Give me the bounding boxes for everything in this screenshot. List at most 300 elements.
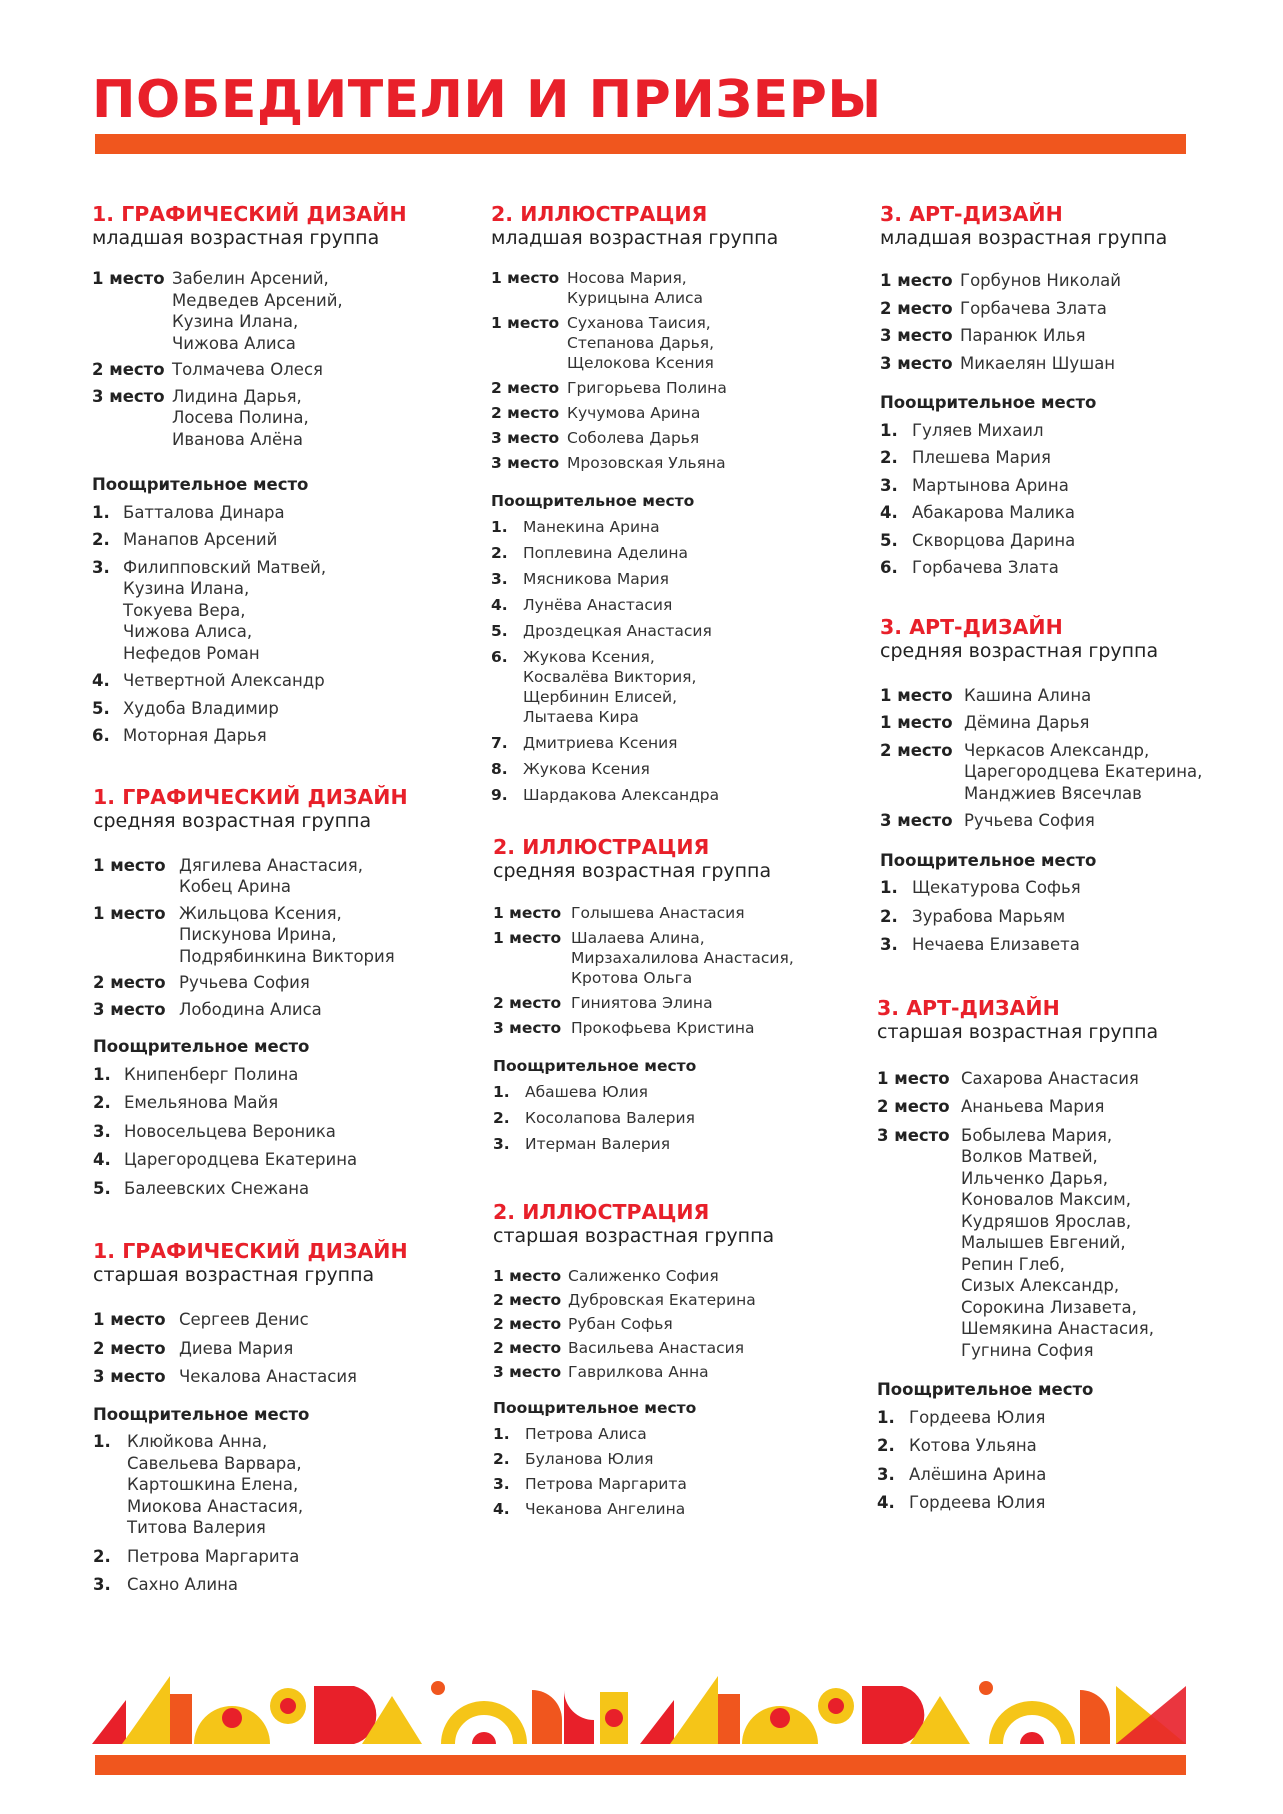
- encouragement-number: 9.: [491, 786, 508, 804]
- encouragement-names: [909, 1407, 1045, 1429]
- encouragement-number: 3.: [877, 1464, 895, 1484]
- winner-names: [960, 325, 1086, 347]
- encouragement-name: Худоба Владимир: [123, 698, 279, 718]
- winner-names: [567, 403, 700, 423]
- place-label: 2 место: [880, 740, 953, 760]
- encouragement-name: Лунёва Анастасия: [523, 596, 673, 614]
- winner-name: Мрозовская Ульяна: [567, 454, 726, 472]
- winner-names: [568, 1290, 756, 1310]
- place-label: 3 место: [877, 1125, 950, 1145]
- winner-name: Кашина Алина: [964, 685, 1092, 705]
- place-row: [491, 428, 861, 448]
- winner-name: Степанова Дарья,: [567, 334, 715, 352]
- encouragement-name: Моторная Дарья: [123, 726, 267, 745]
- place-label: 2 место: [493, 1291, 562, 1309]
- section-title: 1. ГРАФИЧЕСКИЙ ДИЗАЙН: [93, 1239, 408, 1263]
- place-label: 3 место: [93, 999, 166, 1019]
- winner-name: Царегородцева Екатерина,: [964, 762, 1203, 781]
- winner-names: [964, 685, 1091, 707]
- winner-names: [568, 1362, 709, 1382]
- encouragement-row: [491, 733, 861, 753]
- encouragement-names: [912, 906, 1065, 928]
- encouragement-names: [525, 1134, 670, 1154]
- decorative-ornament-band: [92, 1666, 1186, 1744]
- winner-names: [179, 1309, 309, 1331]
- encouragement-name: Емельянова Майя: [124, 1093, 279, 1112]
- place-row: [92, 268, 482, 354]
- place-row: [877, 1068, 1210, 1090]
- winner-name: Григорьева Полина: [567, 379, 727, 397]
- section-subtitle: средняя возрастная группа: [93, 809, 372, 832]
- column-graphic-design: [92, 202, 482, 1596]
- place-row: [491, 313, 861, 373]
- winner-name: Ручьева София: [179, 973, 310, 992]
- encouragement-name: Петрова Маргарита: [525, 1475, 687, 1493]
- winner-name: Гиниятова Элина: [571, 994, 713, 1012]
- winner-names: [567, 313, 714, 373]
- encouragement-number: 3.: [880, 475, 898, 495]
- section-subtitle: средняя возрастная группа: [880, 639, 1159, 662]
- winner-name: Чижова Алиса: [172, 333, 296, 353]
- encouragement-row: [493, 1424, 861, 1444]
- place-label: 3 место: [92, 386, 165, 406]
- encouragement-name: Гордеева Юлия: [909, 1493, 1046, 1512]
- winner-name: Манджиев Вясечлав: [964, 783, 1142, 803]
- encouragement-names: [124, 1064, 298, 1086]
- winner-name: Курицына Алиса: [567, 289, 704, 307]
- encouragement-names: [525, 1424, 647, 1444]
- winner-name: Ильченко Дарья,: [961, 1168, 1108, 1188]
- encouragement-names: [525, 1108, 695, 1128]
- encouragement-row: [880, 906, 1210, 928]
- winner-name: Диева Мария: [179, 1338, 294, 1358]
- encouragement-name: Поплевина Аделина: [523, 544, 688, 562]
- place-label: 3 место: [491, 454, 560, 472]
- ornament-pattern: [92, 1676, 1186, 1744]
- encouragement-names: [123, 502, 285, 524]
- encouragement-name: Жукова Ксения: [523, 760, 650, 778]
- winner-name: Щелокова Ксения: [567, 354, 714, 372]
- encouragement-name: Манапов Арсений: [123, 530, 278, 549]
- encouragement-name: Абакарова Малика: [912, 503, 1075, 522]
- top-divider-bar: [95, 134, 1186, 154]
- encouragement-number: 4.: [491, 596, 508, 614]
- place-label: 3 место: [491, 429, 560, 447]
- place-row: [880, 353, 1210, 375]
- encouragement-name: Алёшина Арина: [909, 1464, 1047, 1484]
- encouragement-names: [523, 517, 660, 537]
- winner-names: [179, 1338, 293, 1360]
- encouragement-names: [123, 670, 325, 692]
- encouragement-name: Жукова Ксения,: [523, 648, 655, 666]
- encouragement-number: 6.: [880, 558, 898, 577]
- encouragement-names: [124, 1149, 357, 1171]
- winner-names: [961, 1096, 1104, 1118]
- winner-name: Сергеев Денис: [179, 1310, 309, 1329]
- encouragement-heading: Поощрительное место: [877, 1380, 1094, 1399]
- encouragement-row: [877, 1492, 1210, 1514]
- encouragement-row: [92, 698, 482, 720]
- encouragement-row: [491, 785, 861, 805]
- place-label: 2 место: [880, 298, 953, 318]
- winner-name: Васильева Анастасия: [568, 1339, 745, 1357]
- place-label: 2 место: [491, 404, 560, 422]
- section: [92, 202, 482, 747]
- place-row: [93, 1338, 482, 1360]
- encouragement-row: [93, 1574, 482, 1596]
- winner-names: [961, 1125, 1154, 1362]
- encouragement-names: [523, 759, 650, 779]
- encouragement-name: Лытаева Кира: [523, 708, 639, 726]
- encouragement-row: [493, 1082, 861, 1102]
- encouragement-row: [880, 877, 1210, 899]
- place-row: [493, 903, 861, 923]
- place-label: 1 место: [493, 904, 562, 922]
- winner-names: [964, 712, 1089, 734]
- encouragement-number: 4.: [493, 1500, 510, 1518]
- winner-name: Суханова Таисия,: [567, 314, 711, 332]
- winner-name: Шалаева Алина,: [571, 929, 705, 947]
- encouragement-names: [909, 1464, 1046, 1486]
- encouragement-number: 8.: [491, 760, 508, 778]
- encouragement-number: 1.: [877, 1407, 895, 1427]
- place-label: 2 место: [493, 1315, 562, 1333]
- encouragement-row: [493, 1449, 861, 1469]
- encouragement-names: [912, 475, 1069, 497]
- section-title: 2. ИЛЛЮСТРАЦИЯ: [493, 835, 710, 859]
- encouragement-number: 2.: [880, 448, 898, 467]
- winner-names: [179, 903, 395, 968]
- winner-names: [179, 972, 310, 994]
- place-label: 1 место: [491, 314, 560, 332]
- encouragement-name: Щекатурова Софья: [912, 878, 1081, 897]
- place-row: [880, 325, 1210, 347]
- encouragement-row: [491, 595, 861, 615]
- encouragement-number: 1.: [493, 1083, 510, 1101]
- section-subtitle: старшая возрастная группа: [493, 1225, 775, 1247]
- section-title: 3. АРТ-ДИЗАЙН: [877, 995, 1060, 1020]
- winner-name: Иванова Алёна: [172, 429, 304, 449]
- winner-names: [179, 999, 322, 1021]
- winner-names: [567, 268, 703, 308]
- encouragement-heading: Поощрительное место: [880, 393, 1097, 412]
- encouragement-row: [491, 759, 861, 779]
- encouragement-number: 2.: [92, 530, 110, 549]
- section: [880, 615, 1210, 956]
- encouragement-row: [880, 934, 1210, 956]
- column-art-design: [877, 202, 1210, 1514]
- encouragement-number: 5.: [491, 622, 508, 640]
- winner-name: Жильцова Ксения,: [179, 903, 342, 923]
- encouragement-number: 6.: [491, 648, 508, 666]
- winner-names: [172, 359, 323, 381]
- winner-names: [571, 993, 713, 1013]
- place-label: 2 место: [493, 1339, 562, 1357]
- encouragement-number: 2.: [880, 906, 898, 926]
- place-label: 1 место: [493, 1267, 562, 1285]
- place-label: 1 место: [880, 713, 953, 732]
- encouragement-number: 5.: [92, 698, 110, 718]
- encouragement-name: Нефедов Роман: [123, 643, 260, 663]
- encouragement-names: [127, 1431, 303, 1539]
- winner-names: [179, 1366, 357, 1388]
- encouragement-names: [123, 698, 279, 720]
- encouragement-name: Кузина Илана,: [123, 579, 250, 598]
- encouragement-names: [912, 557, 1059, 579]
- place-row: [493, 1338, 861, 1358]
- winner-name: Дёмина Дарья: [964, 713, 1090, 732]
- encouragement-number: 2.: [93, 1546, 111, 1566]
- encouragement-number: 5.: [880, 530, 898, 550]
- section: [93, 785, 482, 1200]
- winner-name: Забелин Арсений,: [172, 269, 329, 288]
- encouragement-number: 4.: [877, 1493, 895, 1512]
- winner-name: Шемякина Анастасия,: [961, 1319, 1154, 1338]
- encouragement-number: 2.: [877, 1436, 895, 1455]
- encouragement-name: Абашева Юлия: [525, 1083, 648, 1101]
- section-subtitle: младшая возрастная группа: [92, 227, 380, 249]
- encouragement-name: Гордеева Юлия: [909, 1407, 1046, 1427]
- encouragement-row: [880, 447, 1210, 469]
- encouragement-name: Миокова Анастасия,: [127, 1496, 304, 1516]
- encouragement-row: [491, 621, 861, 641]
- section-subtitle: младшая возрастная группа: [491, 227, 779, 249]
- place-row: [93, 999, 482, 1021]
- place-row: [92, 386, 482, 451]
- place-row: [493, 1314, 861, 1334]
- winner-name: Соболева Дарья: [567, 429, 700, 447]
- encouragement-heading: Поощрительное место: [493, 1057, 697, 1075]
- encouragement-row: [877, 1407, 1210, 1429]
- encouragement-names: [909, 1492, 1045, 1514]
- winner-name: Бобылева Мария,: [961, 1125, 1113, 1145]
- winner-name: Горбачева Злата: [960, 298, 1107, 318]
- section-title: 1. ГРАФИЧЕСКИЙ ДИЗАЙН: [93, 784, 408, 809]
- place-label: 3 место: [493, 1019, 562, 1037]
- encouragement-names: [525, 1474, 687, 1494]
- encouragement-heading: Поощрительное место: [491, 492, 695, 510]
- encouragement-names: [123, 529, 277, 551]
- section-subtitle: младшая возрастная группа: [880, 227, 1168, 249]
- encouragement-name: Манекина Арина: [523, 518, 660, 536]
- encouragement-number: 1.: [493, 1425, 510, 1443]
- encouragement-name: Батталова Динара: [123, 502, 285, 522]
- encouragement-row: [880, 530, 1210, 552]
- encouragement-row: [493, 1474, 861, 1494]
- encouragement-row: [93, 1064, 482, 1086]
- encouragement-row: [93, 1121, 482, 1143]
- encouragement-row: [93, 1178, 482, 1200]
- encouragement-names: [912, 530, 1075, 552]
- encouragement-name: Плешева Мария: [912, 448, 1051, 467]
- winner-names: [571, 903, 745, 923]
- encouragement-number: 1.: [93, 1064, 111, 1084]
- encouragement-names: [127, 1546, 299, 1568]
- encouragement-row: [880, 502, 1210, 524]
- winner-name: Волков Матвей,: [961, 1147, 1098, 1166]
- winner-name: Коновалов Максим,: [961, 1190, 1131, 1209]
- place-row: [493, 1018, 861, 1038]
- encouragement-name: Горбачева Злата: [912, 558, 1059, 577]
- encouragement-row: [92, 670, 482, 692]
- place-row: [93, 1309, 482, 1331]
- encouragement-names: [523, 621, 712, 641]
- encouragement-number: 2.: [93, 1093, 111, 1112]
- column-illustration: [491, 202, 861, 1519]
- winner-name: Дубровская Екатерина: [568, 1291, 756, 1309]
- winner-name: Кобец Арина: [179, 877, 291, 896]
- encouragement-names: [124, 1178, 309, 1200]
- section: [880, 202, 1210, 579]
- section-title: 2. ИЛЛЮСТРАЦИЯ: [491, 202, 708, 226]
- encouragement-number: 6.: [92, 726, 110, 745]
- winner-name: Прокофьева Кристина: [571, 1019, 755, 1037]
- winner-name: Толмачева Олеся: [172, 360, 323, 379]
- section-subtitle: средняя возрастная группа: [493, 860, 772, 882]
- place-label: 1 место: [880, 271, 953, 290]
- encouragement-row: [880, 557, 1210, 579]
- encouragement-name: Итерман Валерия: [525, 1135, 671, 1153]
- place-label: 2 место: [877, 1097, 950, 1116]
- encouragement-name: Книпенберг Полина: [124, 1064, 299, 1084]
- winner-name: Лободина Алиса: [179, 999, 322, 1019]
- place-row: [93, 1366, 482, 1388]
- winner-name: Сизых Александр,: [961, 1276, 1120, 1295]
- encouragement-number: 7.: [491, 734, 508, 752]
- place-label: 2 место: [93, 973, 166, 992]
- bottom-divider-bar: [95, 1755, 1186, 1775]
- winner-name: Сахарова Анастасия: [961, 1068, 1139, 1088]
- encouragement-heading: Поощрительное место: [93, 1404, 310, 1424]
- winner-name: Малышев Евгений,: [961, 1233, 1126, 1252]
- winner-name: Пискунова Ирина,: [179, 925, 337, 944]
- place-row: [880, 685, 1210, 707]
- place-row: [491, 268, 861, 308]
- place-label: 3 место: [880, 811, 953, 830]
- encouragement-names: [124, 1121, 336, 1143]
- winner-name: Чекалова Анастасия: [179, 1367, 357, 1386]
- place-row: [877, 1096, 1210, 1118]
- encouragement-number: 3.: [880, 935, 898, 954]
- encouragement-number: 2.: [491, 544, 508, 562]
- place-label: 1 место: [93, 1310, 166, 1329]
- place-row: [880, 810, 1210, 832]
- section-title: 3. АРТ-ДИЗАЙН: [880, 202, 1063, 226]
- winner-name: Черкасов Александр,: [964, 740, 1150, 760]
- encouragement-name: Скворцова Дарина: [912, 530, 1076, 550]
- encouragement-name: Шардакова Александра: [523, 786, 720, 804]
- encouragement-number: 1.: [491, 518, 508, 536]
- winner-names: [567, 453, 726, 473]
- winner-names: [571, 928, 794, 988]
- encouragement-name: Гуляев Михаил: [912, 420, 1044, 440]
- encouragement-row: [93, 1149, 482, 1171]
- encouragement-row: [880, 475, 1210, 497]
- encouragement-name: Мясникова Мария: [523, 570, 669, 588]
- encouragement-names: [523, 595, 672, 615]
- winner-name: Кучумова Арина: [567, 404, 701, 422]
- section: [877, 996, 1210, 1514]
- place-row: [493, 993, 861, 1013]
- winner-names: [964, 740, 1202, 805]
- section: [493, 835, 861, 1154]
- encouragement-name: Косолапова Валерия: [525, 1109, 695, 1127]
- place-row: [493, 1362, 861, 1382]
- encouragement-number: 5.: [93, 1178, 111, 1198]
- place-row: [92, 359, 482, 381]
- encouragement-number: 4.: [92, 671, 110, 690]
- place-label: 1 место: [491, 269, 560, 287]
- encouragement-names: [909, 1435, 1037, 1457]
- winner-name: Гаврилкова Анна: [568, 1363, 709, 1381]
- winner-name: Голышева Анастасия: [571, 904, 745, 922]
- encouragement-names: [127, 1574, 238, 1596]
- place-label: 3 место: [880, 326, 953, 345]
- section-subtitle: старшая возрастная группа: [93, 1264, 375, 1286]
- encouragement-names: [525, 1082, 648, 1102]
- winner-names: [960, 353, 1115, 375]
- encouragement-names: [912, 877, 1081, 899]
- place-label: 1 место: [880, 685, 953, 705]
- encouragement-row: [93, 1546, 482, 1568]
- encouragement-row: [92, 725, 482, 747]
- place-row: [880, 298, 1210, 320]
- encouragement-names: [912, 420, 1044, 442]
- encouragement-names: [523, 543, 688, 563]
- encouragement-name: Балеевских Снежана: [124, 1178, 310, 1198]
- encouragement-heading: Поощрительное место: [92, 475, 309, 494]
- encouragement-name: Чеканова Ангелина: [525, 1500, 686, 1518]
- section: [493, 1200, 861, 1519]
- winner-names: [172, 268, 343, 354]
- place-label: 2 место: [491, 379, 560, 397]
- encouragement-row: [877, 1435, 1210, 1457]
- encouragement-name: Косвалёва Виктория,: [523, 668, 697, 686]
- encouragement-number: 2.: [493, 1109, 510, 1127]
- encouragement-names: [124, 1092, 278, 1114]
- winner-names: [960, 298, 1107, 320]
- place-label: 1 место: [493, 929, 562, 947]
- encouragement-name: Новосельцева Вероника: [124, 1121, 336, 1141]
- encouragement-number: 3.: [493, 1135, 510, 1153]
- encouragement-names: [525, 1449, 653, 1469]
- winner-name: Микаелян Шушан: [960, 353, 1116, 373]
- place-label: 3 место: [880, 353, 953, 373]
- section-title: 2. ИЛЛЮСТРАЦИЯ: [493, 1200, 710, 1224]
- winner-names: [568, 1266, 719, 1286]
- winner-name: Салиженко София: [568, 1267, 719, 1285]
- encouragement-name: Котова Ульяна: [909, 1436, 1037, 1455]
- place-row: [493, 1290, 861, 1310]
- encouragement-name: Петрова Маргарита: [127, 1546, 300, 1566]
- winner-names: [568, 1338, 744, 1358]
- place-label: 3 место: [493, 1363, 562, 1381]
- place-row: [880, 270, 1210, 292]
- place-label: 3 место: [93, 1367, 166, 1386]
- encouragement-name: Клюйкова Анна,: [127, 1432, 268, 1451]
- section: [491, 202, 861, 805]
- place-label: 2 место: [92, 360, 165, 379]
- encouragement-name: Титова Валерия: [127, 1518, 266, 1537]
- encouragement-names: [912, 934, 1080, 956]
- encouragement-names: [523, 569, 669, 589]
- encouragement-name: Филипповский Матвей,: [123, 557, 327, 577]
- place-label: 1 место: [877, 1068, 950, 1088]
- place-row: [493, 928, 861, 988]
- encouragement-name: Нечаева Елизавета: [912, 935, 1080, 954]
- section: [93, 1239, 482, 1596]
- winner-name: Кузина Илана,: [172, 312, 299, 331]
